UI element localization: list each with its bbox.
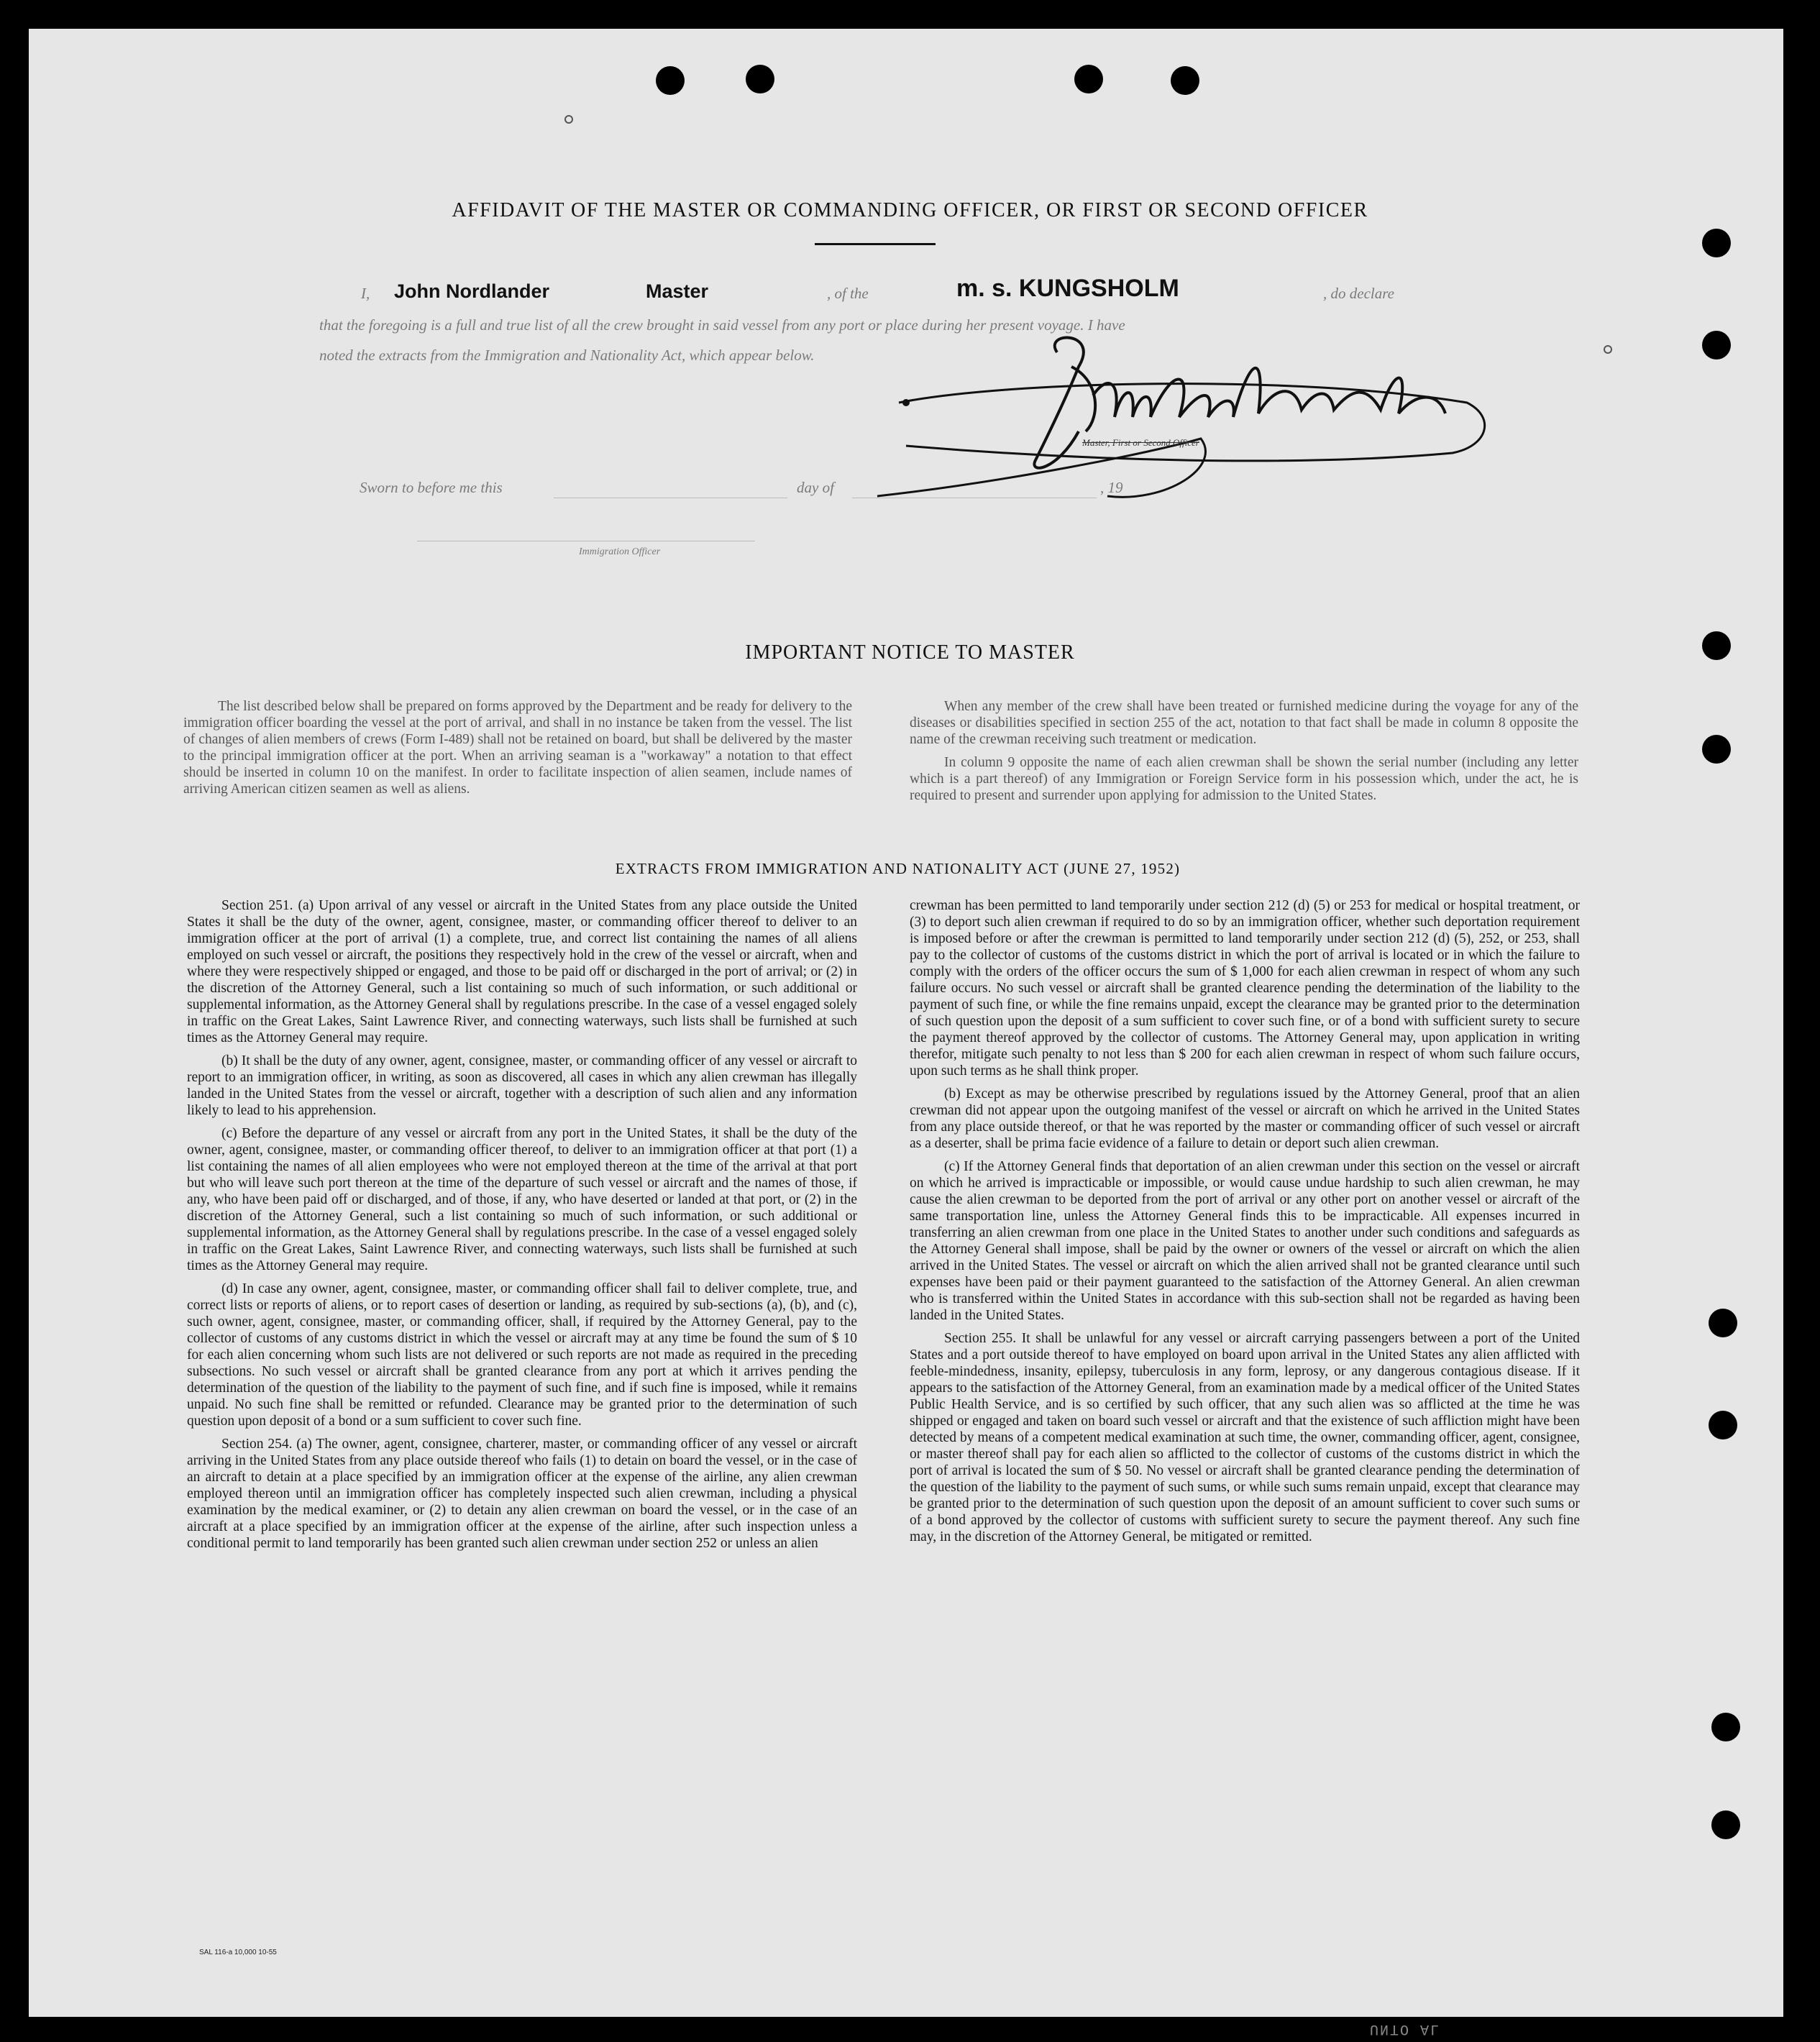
punch-hole <box>656 66 685 95</box>
year-label: , 19 <box>1100 479 1123 496</box>
form-number: SAL 116-a 10,000 10-55 <box>199 1949 277 1956</box>
paragraph: Section 254. (a) The owner, agent, consignee, charterer, master, or commanding officer of any vessel or aircraft arriving in the United States from any place outside thereof who fails (1) to detain on board the vessel, or in the case of an aircraft to detain at a place specified by an immigration officer at the expense of the airline, any alien crewman employed thereon until an immigration officer has completely inspected such alien crewman, including a physical examination by the medical examiner, or (2) to detain any alien crewman on board the vessel, or in the case of an aircraft at a place specified by an immigration officer at the expense of the airline, after such inspection unless a conditional permit to land temporarily has been granted such alien crewman under section 252 or unless an alien <box>187 1437 857 1551</box>
paragraph: Section 255. It shall be unlawful for any vessel or aircraft carrying passengers between a port of the United States and a port outside thereof to have employed on board upon arrival in the United States any alien afflicted with feeble-mindedness, insanity, epilepsy, tuberculosis in any form, leprosy, or any dangerous contagious disease. If it appears to the satisfaction of the Attorney General, from an examination made by a medical officer of the United States Public Health Service, and is so certified by such officer, that any such alien was so afflicted at the time he was shipped or engaged and taken on board such vessel or aircraft and that the existence of such affliction might have been detected by means of a competent medical examination at such time, the owner, commanding officer, agent, consignee, or master thereof shall pay for each alien so afflicted to the collector of customs of the customs district in which the port of arrival is located the sum of $ 50. No vessel or aircraft shall be granted clearance pending the determination of the question of the liability to the payment of such sums, or while such sums remain unpaid, except that clearance may be granted prior to the determination of such question upon the deposit of an amount sufficient to cover such sums or of a bond approved by the collector of customs with sufficient surety to secure the payment thereof. Any such fine may, in the discretion of the Attorney General, be mitigated or remitted. <box>910 1331 1580 1544</box>
punch-hole <box>1702 735 1731 764</box>
declaration-line-2: noted the extracts from the Immigration and Nationality Act, which appear below. <box>319 347 815 364</box>
paragraph: (b) Except as may be otherwise prescribed by regulations issued by the Attorney General, proof that an alien crewman did not appear upon the outgoing manifest of the vessel or aircraft on which he arrived in the United States from any place outside thereof, or that he was reported by the master or commanding officer of such vessel or aircraft as a deserter, shall be prima facie evidence of a failure to detain or deport such alien crewman. <box>910 1086 1580 1151</box>
extracts-right-column <box>910 897 1580 1552</box>
title-rule <box>815 243 936 245</box>
punch-hole <box>1709 1411 1737 1439</box>
master-name: John Nordlander <box>394 280 550 302</box>
paper-speck <box>564 115 573 124</box>
punch-hole <box>1711 1713 1740 1741</box>
paragraph: The list described below shall be prepared on forms approved by the Department and be ready for delivery to the immigration officer boarding the vessel at the port of arrival, and shall in no instance be taken from the vessel. The list of changes of alien members of crews (Form I-489) shall not be retained on board, but shall be delivered by the master to the principal immigration officer at the port. When an arriving seaman is a "workaway" a notation to that effect should be inserted in column 10 on the manifest. In order to facilitate inspection of alien seamen, include names of arriving American citizen seamen as well as aliens. <box>183 699 852 797</box>
punch-hole <box>1711 1810 1740 1839</box>
paragraph: In column 9 opposite the name of each alien crewman shall be shown the serial number (including any letter which is a part thereof) of any Immigration or Foreign Service form in his possession which, under the act, he is required to present and surrender upon applying for admission to the United States. <box>910 755 1578 803</box>
pronoun-label: I, <box>361 285 370 302</box>
of-the-label: , of the <box>827 285 869 302</box>
punch-hole <box>1702 331 1731 360</box>
punch-hole <box>746 65 774 93</box>
notice-title: IMPORTANT NOTICE TO MASTER <box>745 641 1075 664</box>
sworn-label: Sworn to before me this <box>360 479 503 496</box>
paragraph: (b) It shall be the duty of any owner, agent, consignee, master, or commanding officer of any vessel or aircraft to report to an immigration officer, in writing, as soon as discovered, all cases in which any alien crewman has illegally landed in the United States from the vessel or aircraft, together with a description of such alien and any information likely to lead to his apprehension. <box>187 1053 857 1118</box>
declaration-line-1: that the foregoing is a full and true list of all the crew brought in said vessel from any port or place during her present voyage. I have <box>319 316 1125 334</box>
bottom-bleed-marks: UNTO AL <box>1370 2020 1441 2037</box>
paper-speck <box>1604 345 1612 354</box>
paragraph: (c) Before the departure of any vessel or aircraft from any port in the United States, it shall be the duty of the owner, agent, consignee, master, or commanding officer thereof, to deliver to an immigration officer at that port (1) a list containing the names of all alien employees who were not employed thereon at the time of the arrival at that port but who will leave such port thereon at the time of the departure of such vessel or aircraft and the names of those, if any, who have been paid off or discharged, and of those, if any, who have deserted or landed at that port, or (2) in the discretion of the Attorney General, such a list containing so much of such information, or such additional or supplemental information, as the Attorney General shall by regulations prescribe. In the case of a vessel engaged solely in traffic on the Great Lakes, Saint Lawrence River, and connecting waterways, such lists shall be furnished at such times as the Attorney General may require. <box>187 1126 857 1273</box>
paragraph: crewman has been permitted to land temporarily under section 212 (d) (5) or 253 for medical or hospital treatment, or (3) to deport such alien crewman if required to do so by an immigration officer, whether such deportation requirement is imposed before or after the crewman is permitted to land temporarily under section 212 (d) (5), 252, or 253, shall pay to the collector of customs of the customs district in which the port of arrival is located or in which the failure to comply with the orders of the officer occurs the sum of $ 1,000 for each alien crewman in respect of whom any such failure occurs. No such vessel or aircraft shall be granted clearence pending the determination of the liability to the payment of such fine, or while the fine remains unpaid, except the clearance may be granted prior to the determination of such question upon the deposit of a sum sufficient to cover such fine, or of a bond with sufficient surety to secure the payment thereof approved by the collector of customs. The Attorney General may, upon application in writing therefor, mitigate such penalty to not less than $ 200 for each alien crewman in respect of whom such failure occurs, upon such terms as he shall think proper. <box>910 898 1580 1079</box>
immigration-officer-label: Immigration Officer <box>579 546 661 557</box>
master-rank: Master <box>646 280 709 302</box>
punch-hole <box>1074 65 1103 93</box>
day-of-label: day of <box>797 479 834 496</box>
punch-hole <box>1171 66 1199 95</box>
notice-right-column <box>910 698 1578 810</box>
paragraph: (d) In case any owner, agent, consignee, master, or commanding officer shall fail to deliver complete, true, and correct lists or reports of aliens, or to report cases of desertion or landing, as required by sub-sections (a), (b), and (c), such owner, agent, consignee, master, or commanding officer, shall, if required by the Attorney General, pay to the collector of customs of any customs district in which the vessel or aircraft may at any time be found the sum of $ 10 for each alien concerning whom such lists are not delivered or such reports are not made as required in the preceding subsections. No such vessel or aircraft shall be granted clearance from any port at which it arrives pending the determination of the question of the liability to the payment of such fine, and if such fine is imposed, while it remains unpaid. No such fine shall be remitted or refunded. Clearance may be granted prior to the determination of such question upon deposit of a bond or a sum sufficient to cover such fine. <box>187 1281 857 1429</box>
punch-hole <box>1702 229 1731 257</box>
affidavit-title: AFFIDAVIT OF THE MASTER OR COMMANDING OFFICER, OR FIRST OR SECOND OFFICER <box>452 199 1368 221</box>
master-signature <box>863 324 1510 511</box>
vessel-name: m. s. KUNGSHOLM <box>956 275 1179 302</box>
notice-left-column <box>183 698 852 804</box>
extracts-title: EXTRACTS FROM IMMIGRATION AND NATIONALITY ACT (JUNE 27, 1952) <box>615 860 1181 877</box>
do-declare-label: , do declare <box>1323 285 1394 302</box>
paragraph: (c) If the Attorney General finds that deportation of an alien crewman under this section on the vessel or aircraft on which he arrived is impracticable or impossible, or would cause undue hardship to such alien crewman, he may cause the alien crewman to be deported from the port of arrival or any other port on another vessel or aircraft of the same transportation line, unless the Attorney General finds this to be impracticable. All expenses incurred in transferring an alien crewman from one place in the United States to another under such conditions and safeguards as the Attorney General shall impose, shall be paid by the owner or owners of the vessel or aircraft on which the alien arrived in the United States. The vessel or aircraft on which the alien arrived shall not be granted clearance until such expenses have been paid or their payment guaranteed to the satisfaction of the Attorney General. An alien crewman who is transferred within the United States in accordance with this sub-section shall not be regarded as having been landed in the United States. <box>910 1159 1580 1323</box>
paragraph: Section 251. (a) Upon arrival of any vessel or aircraft in the United States from any place outside the United States it shall be the duty of the owner, agent, consignee, master, or commanding officer thereof to deliver to an immigration officer at the port of arrival (1) a complete, true, and correct list containing the names of all aliens employed on such vessel or aircraft, the positions they respectively hold in the crew of the vessel or aircraft, when and where they were respectively shipped or engaged, and those to be paid off or discharged in the port of arrival; or (2) in the discretion of the Attorney General, such a list containing so much of such information, or such additional or supplemental information, as the Attorney General shall by regulations prescribe. In the case of a vessel engaged solely in traffic on the Great Lakes, Saint Lawrence River, and connecting waterways, such lists shall be furnished at such times as the Attorney General may require. <box>187 898 857 1045</box>
punch-hole <box>1709 1309 1737 1337</box>
signature-caption: Master, First or Second Officer <box>1082 437 1199 448</box>
paragraph: When any member of the crew shall have been treated or furnished medicine during the voyage for any of the diseases or disabilities specified in section 255 of the act, notation to that fact shall be made in column 8 opposite the name of the crewman receiving such treatment or medication. <box>910 699 1578 747</box>
extracts-left-column <box>187 897 857 1558</box>
